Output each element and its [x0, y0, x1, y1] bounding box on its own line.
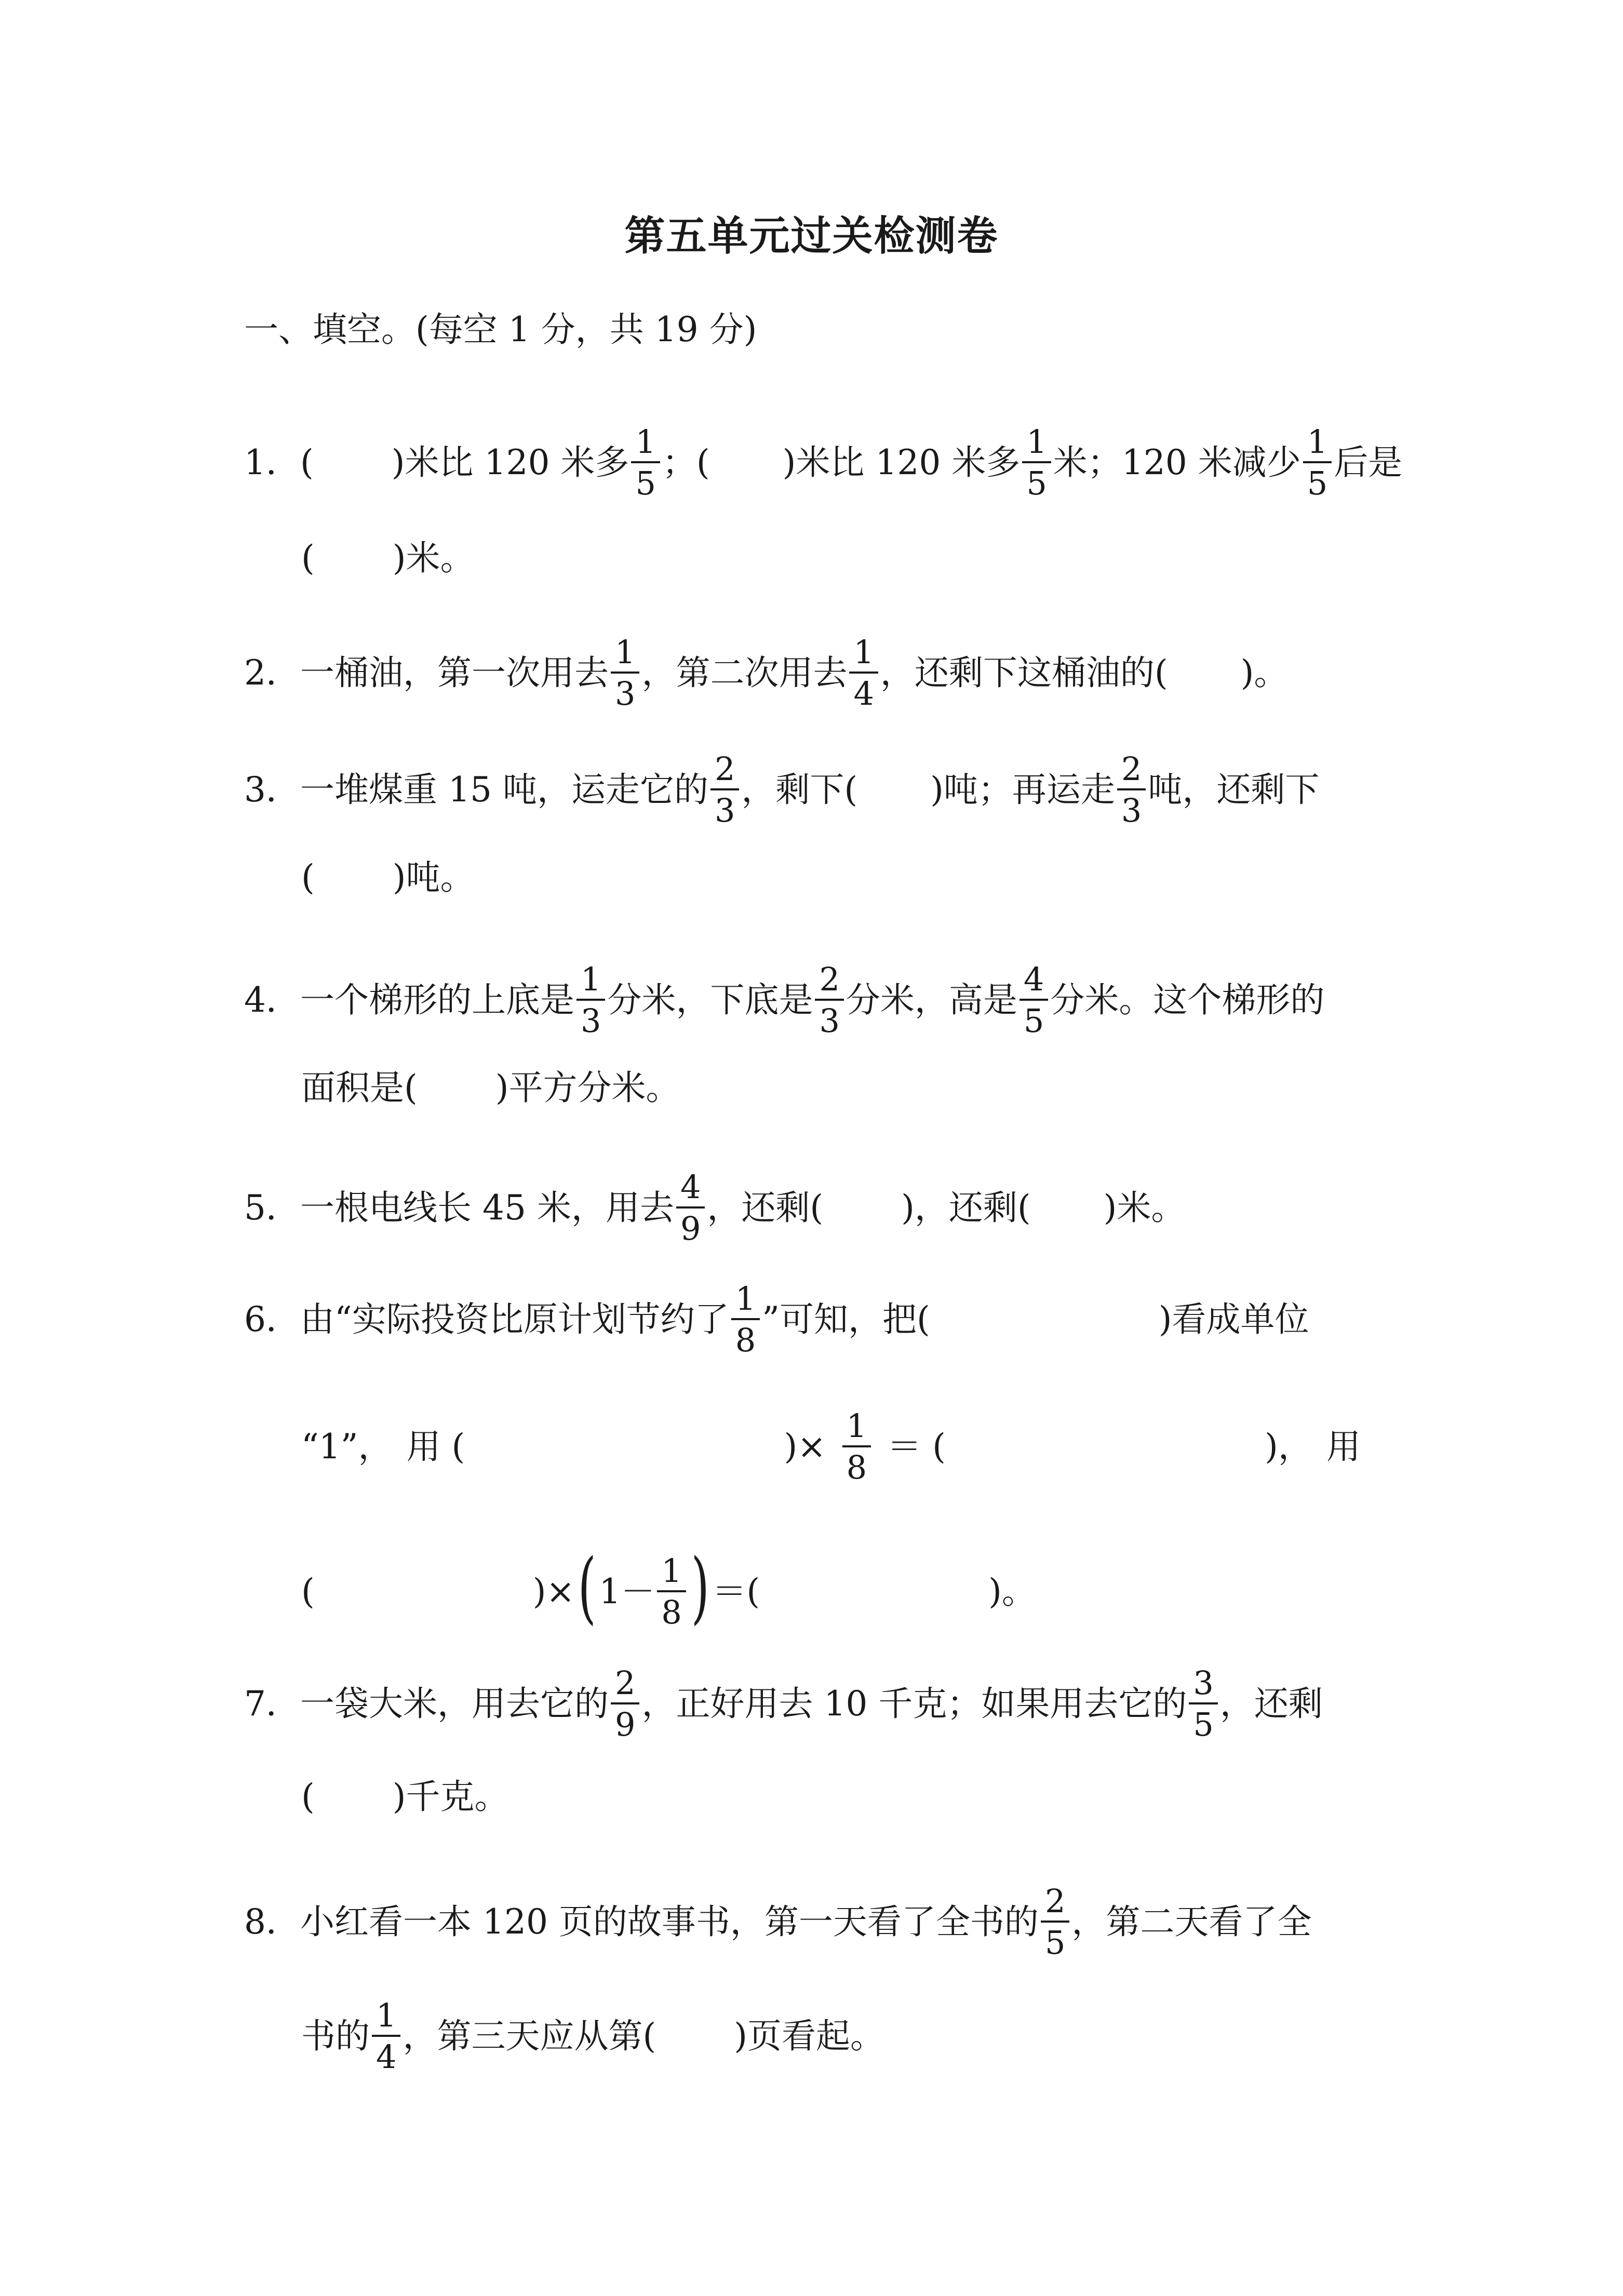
denominator: 9 [680, 1210, 701, 1247]
question-text: 一袋大米，用去它的 [300, 1684, 609, 1724]
question-text: 书的 [301, 2016, 370, 2056]
fraction [611, 633, 639, 713]
question-7-line-2 [301, 1771, 509, 1823]
question-text: 后是 [1334, 442, 1403, 482]
denominator: 3 [819, 1002, 840, 1040]
question-text: 一堆煤重 15 吨，运走它的 [300, 770, 708, 810]
numerator: 2 [611, 1667, 639, 1704]
fraction [1022, 423, 1051, 502]
left-bracket: ( [578, 1542, 596, 1633]
denominator: 3 [1121, 791, 1142, 829]
question-text: 一桶油，第一次用去 [300, 653, 609, 693]
question-text: )， [1265, 1427, 1312, 1467]
question-text: )看成单位 [1158, 1299, 1309, 1339]
question-text: )米。 [1103, 1188, 1186, 1228]
question-1-line-1 [244, 423, 1403, 502]
question-text: ( [301, 857, 315, 897]
numerator: 4 [1020, 963, 1048, 1001]
numerator: 1 [1022, 426, 1051, 463]
numerator: 1 [849, 636, 878, 674]
question-text: ( [300, 442, 314, 482]
question-text: ，第二次用去 [641, 653, 848, 693]
question-text: ＝ ( [887, 1427, 946, 1467]
question-text: ( [301, 1777, 315, 1817]
denominator: 5 [1023, 1002, 1044, 1040]
numerator: 1 [611, 636, 639, 674]
numerator: 1 [657, 1555, 686, 1592]
question-text: )。 [988, 1572, 1036, 1612]
fraction [1020, 960, 1048, 1040]
question-6-line-2 [301, 1407, 1361, 1486]
denominator: 9 [615, 1706, 636, 1743]
fraction [631, 423, 660, 502]
fraction [611, 1664, 639, 1743]
question-1-line-2 [301, 532, 475, 584]
question-text: 分米，高是 [846, 980, 1017, 1020]
question-number: 7． [244, 1684, 300, 1724]
question-4-line-2 [301, 1062, 680, 1114]
numerator: 1 [631, 426, 660, 463]
question-number: 8． [244, 1902, 300, 1942]
fraction [676, 1168, 705, 1247]
question-text: )米比 120 米多 [782, 442, 1021, 482]
question-text: 分米，下底是 [607, 980, 813, 1020]
question-5-line-1 [244, 1168, 1186, 1247]
question-number: 5． [244, 1188, 300, 1228]
question-6-line-3 [301, 1542, 1036, 1633]
question-text: 分米。这个梯形的 [1050, 980, 1325, 1020]
fraction [1303, 423, 1332, 502]
fraction [657, 1552, 686, 1631]
fraction [576, 960, 605, 1040]
question-8-line-2 [301, 1996, 884, 2076]
question-text: )。 [1240, 653, 1289, 693]
question-text: 一个梯形的上底是 [300, 980, 574, 1020]
denominator: 5 [1307, 464, 1328, 502]
denominator: 5 [635, 464, 656, 502]
question-text: ( [301, 538, 315, 578]
fraction [372, 1996, 400, 2076]
question-text: 用 ( [406, 1427, 465, 1467]
denominator: 3 [714, 791, 735, 829]
question-text: ，还剩( [707, 1188, 824, 1228]
question-3-line-2 [301, 852, 475, 904]
question-text: )页看起。 [734, 2016, 884, 2056]
question-8-line-1 [244, 1882, 1312, 1962]
question-text: )× [532, 1572, 575, 1612]
question-text: )千克。 [392, 1777, 509, 1817]
denominator: 8 [846, 1448, 867, 1486]
denominator: 3 [615, 675, 636, 713]
question-3-line-1 [244, 750, 1320, 829]
fraction [1041, 1882, 1069, 1962]
numerator: 4 [676, 1171, 705, 1209]
question-text: )吨。 [392, 857, 475, 897]
numerator: 1 [731, 1283, 760, 1320]
question-text: ，剩下( [741, 770, 858, 810]
numerator: 3 [1189, 1667, 1217, 1704]
section-heading: 一、填空。(每空 1 分，共 19 分) [244, 310, 757, 350]
question-text: ，还剩 [1219, 1684, 1323, 1724]
question-text: 1－ [599, 1572, 655, 1612]
denominator: 4 [376, 2038, 397, 2076]
fraction [842, 1407, 871, 1486]
question-text: ”可知，把( [762, 1299, 930, 1339]
question-text: ( [301, 1572, 315, 1612]
fraction [710, 750, 739, 829]
question-text: 小红看一本 120 页的故事书，第一天看了全书的 [300, 1902, 1039, 1942]
question-text: 由“实际投资比原计划节约了 [300, 1299, 729, 1339]
numerator: 2 [815, 963, 843, 1001]
question-text: )，还剩( [901, 1188, 1031, 1228]
fraction [1189, 1664, 1217, 1743]
question-number: 1． [244, 442, 300, 482]
question-7-line-1 [244, 1664, 1323, 1743]
page-title: 第五单元过关检测卷 [624, 213, 999, 260]
question-text: “1”， [301, 1427, 393, 1467]
question-text: )米比 120 米多 [391, 442, 629, 482]
numerator: 2 [1117, 753, 1146, 790]
question-text: )平方分米。 [495, 1068, 680, 1108]
numerator: 1 [1303, 426, 1332, 463]
numerator: 2 [1041, 1885, 1069, 1923]
question-6-line-1 [244, 1280, 1309, 1359]
question-text: 面积是( [301, 1068, 418, 1108]
denominator: 4 [853, 675, 874, 713]
question-text: )× [784, 1427, 826, 1467]
question-text: ，第二天看了全 [1071, 1902, 1312, 1942]
question-text: 吨，还剩下 [1148, 770, 1320, 810]
question-text: ，还剩下这桶油的( [880, 653, 1168, 693]
question-text: ，第三天应从第( [403, 2016, 656, 2056]
question-number: 6． [244, 1299, 300, 1339]
question-text: 一根电线长 45 米，用去 [300, 1188, 674, 1228]
numerator: 1 [842, 1410, 871, 1447]
numerator: 2 [710, 753, 739, 790]
denominator: 3 [581, 1002, 601, 1040]
question-text: 米；120 米减少 [1053, 442, 1301, 482]
fraction [815, 960, 843, 1040]
question-4-line-1 [244, 960, 1325, 1040]
question-text: ＝( [712, 1572, 760, 1612]
fraction [1117, 750, 1146, 829]
question-2-line-1 [244, 633, 1289, 713]
question-text: 用 [1326, 1427, 1361, 1467]
question-text: ，正好用去 10 千克；如果用去它的 [641, 1684, 1187, 1724]
denominator: 5 [1193, 1706, 1214, 1743]
numerator: 1 [372, 1999, 400, 2037]
question-text: )吨；再运走 [930, 770, 1115, 810]
right-bracket: ) [691, 1542, 709, 1633]
denominator: 5 [1044, 1924, 1066, 1962]
question-text: )米。 [392, 538, 475, 578]
denominator: 5 [1026, 464, 1047, 502]
denominator: 8 [661, 1593, 682, 1631]
question-number: 4． [244, 980, 300, 1020]
numerator: 1 [576, 963, 605, 1001]
question-number: 3． [244, 770, 300, 810]
denominator: 8 [735, 1321, 756, 1359]
fraction [849, 633, 878, 713]
question-text: ；( [662, 442, 710, 482]
fraction [731, 1280, 760, 1359]
question-number: 2． [244, 653, 300, 693]
